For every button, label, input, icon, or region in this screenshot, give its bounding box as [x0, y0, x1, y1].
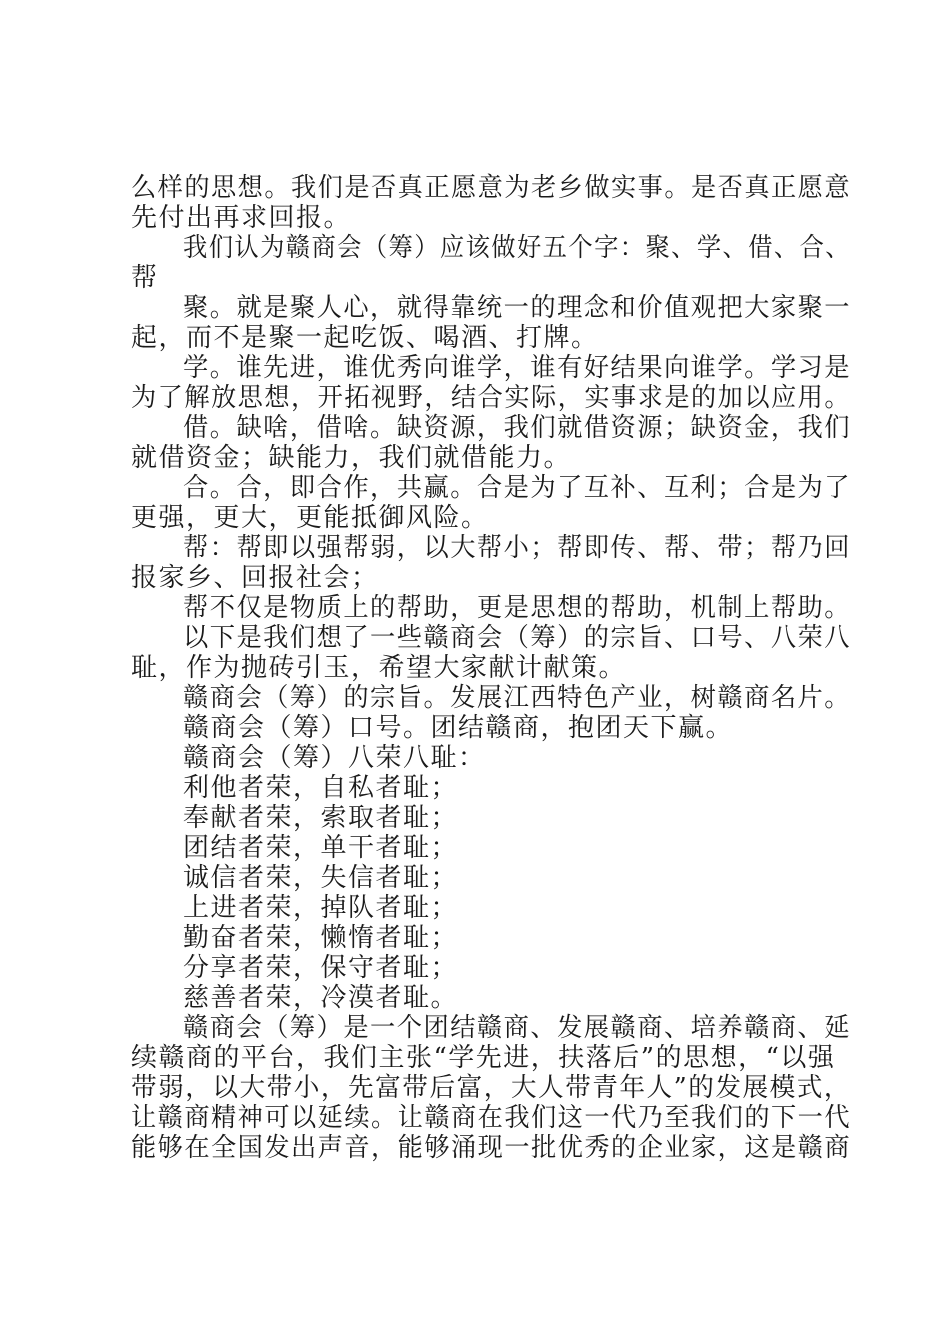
text-line: 续赣商的平台，我们主张“学先进，扶落后”的思想，“以强: [131, 1043, 836, 1073]
text-line: 起，而不是聚一起吃饭、喝酒、打牌。: [131, 323, 599, 353]
text-line: 诚信者荣，失信者耻；: [183, 863, 459, 893]
text-line: 带弱，以大带小，先富带后富，大人带青年人”的发展模式，: [131, 1073, 851, 1103]
text-line: 以下是我们想了一些赣商会（筹）的宗旨、口号、八荣八: [183, 623, 851, 653]
document-body: [131, 173, 851, 1163]
text-line: 团结者荣，单干者耻；: [183, 833, 459, 863]
text-line: 赣商会（筹）八荣八耻：: [183, 743, 486, 773]
text-line: 报家乡、回报社会；: [131, 563, 379, 593]
text-line: 帮不仅是物质上的帮助，更是思想的帮助，机制上帮助。: [183, 593, 851, 623]
text-line: 学。谁先进，谁优秀向谁学，谁有好结果向谁学。学习是: [183, 353, 851, 383]
text-line: 利他者荣，自私者耻；: [183, 773, 459, 803]
text-line: 勤奋者荣，懒惰者耻；: [183, 923, 459, 953]
text-line: 合。合，即合作，共赢。合是为了互补、互利；合是为了: [183, 473, 851, 503]
text-line: 分享者荣，保守者耻；: [183, 953, 459, 983]
text-line: 帮: [131, 263, 159, 293]
text-line: 为了解放思想，开拓视野，结合实际，实事求是的加以应用。: [131, 383, 851, 413]
text-line: 奉献者荣，索取者耻；: [183, 803, 459, 833]
text-line: 么样的思想。我们是否真正愿意为老乡做实事。是否真正愿意: [131, 173, 851, 203]
text-line: 赣商会（筹）口号。团结赣商，抱团天下赢。: [183, 713, 734, 743]
text-line: 赣商会（筹）的宗旨。发展江西特色产业，树赣商名片。: [183, 683, 851, 713]
text-line: 让赣商精神可以延续。让赣商在我们这一代乃至我们的下一代: [131, 1103, 851, 1133]
text-line: 我们认为赣商会（筹）应该做好五个字：聚、学、借、合、: [183, 233, 851, 263]
text-line: 耻，作为抛砖引玉，希望大家献计献策。: [131, 653, 627, 683]
text-line: 聚。就是聚人心，就得靠统一的理念和价值观把大家聚一: [183, 293, 851, 323]
text-line: 慈善者荣，冷漠者耻。: [183, 983, 459, 1013]
text-line: 先付出再求回报。: [131, 203, 352, 233]
text-line: 上进者荣，掉队者耻；: [183, 893, 459, 923]
text-line: 赣商会（筹）是一个团结赣商、发展赣商、培养赣商、延: [183, 1013, 851, 1043]
text-line: 借。缺啥，借啥。缺资源，我们就借资源；缺资金，我们: [183, 413, 851, 443]
text-line: 更强，更大，更能抵御风险。: [131, 503, 489, 533]
text-line: 能够在全国发出声音，能够涌现一批优秀的企业家，这是赣商: [131, 1133, 851, 1163]
text-line: 就借资金；缺能力，我们就借能力。: [131, 443, 572, 473]
text-line: 帮：帮即以强帮弱，以大帮小；帮即传、帮、带；帮乃回: [183, 533, 851, 563]
